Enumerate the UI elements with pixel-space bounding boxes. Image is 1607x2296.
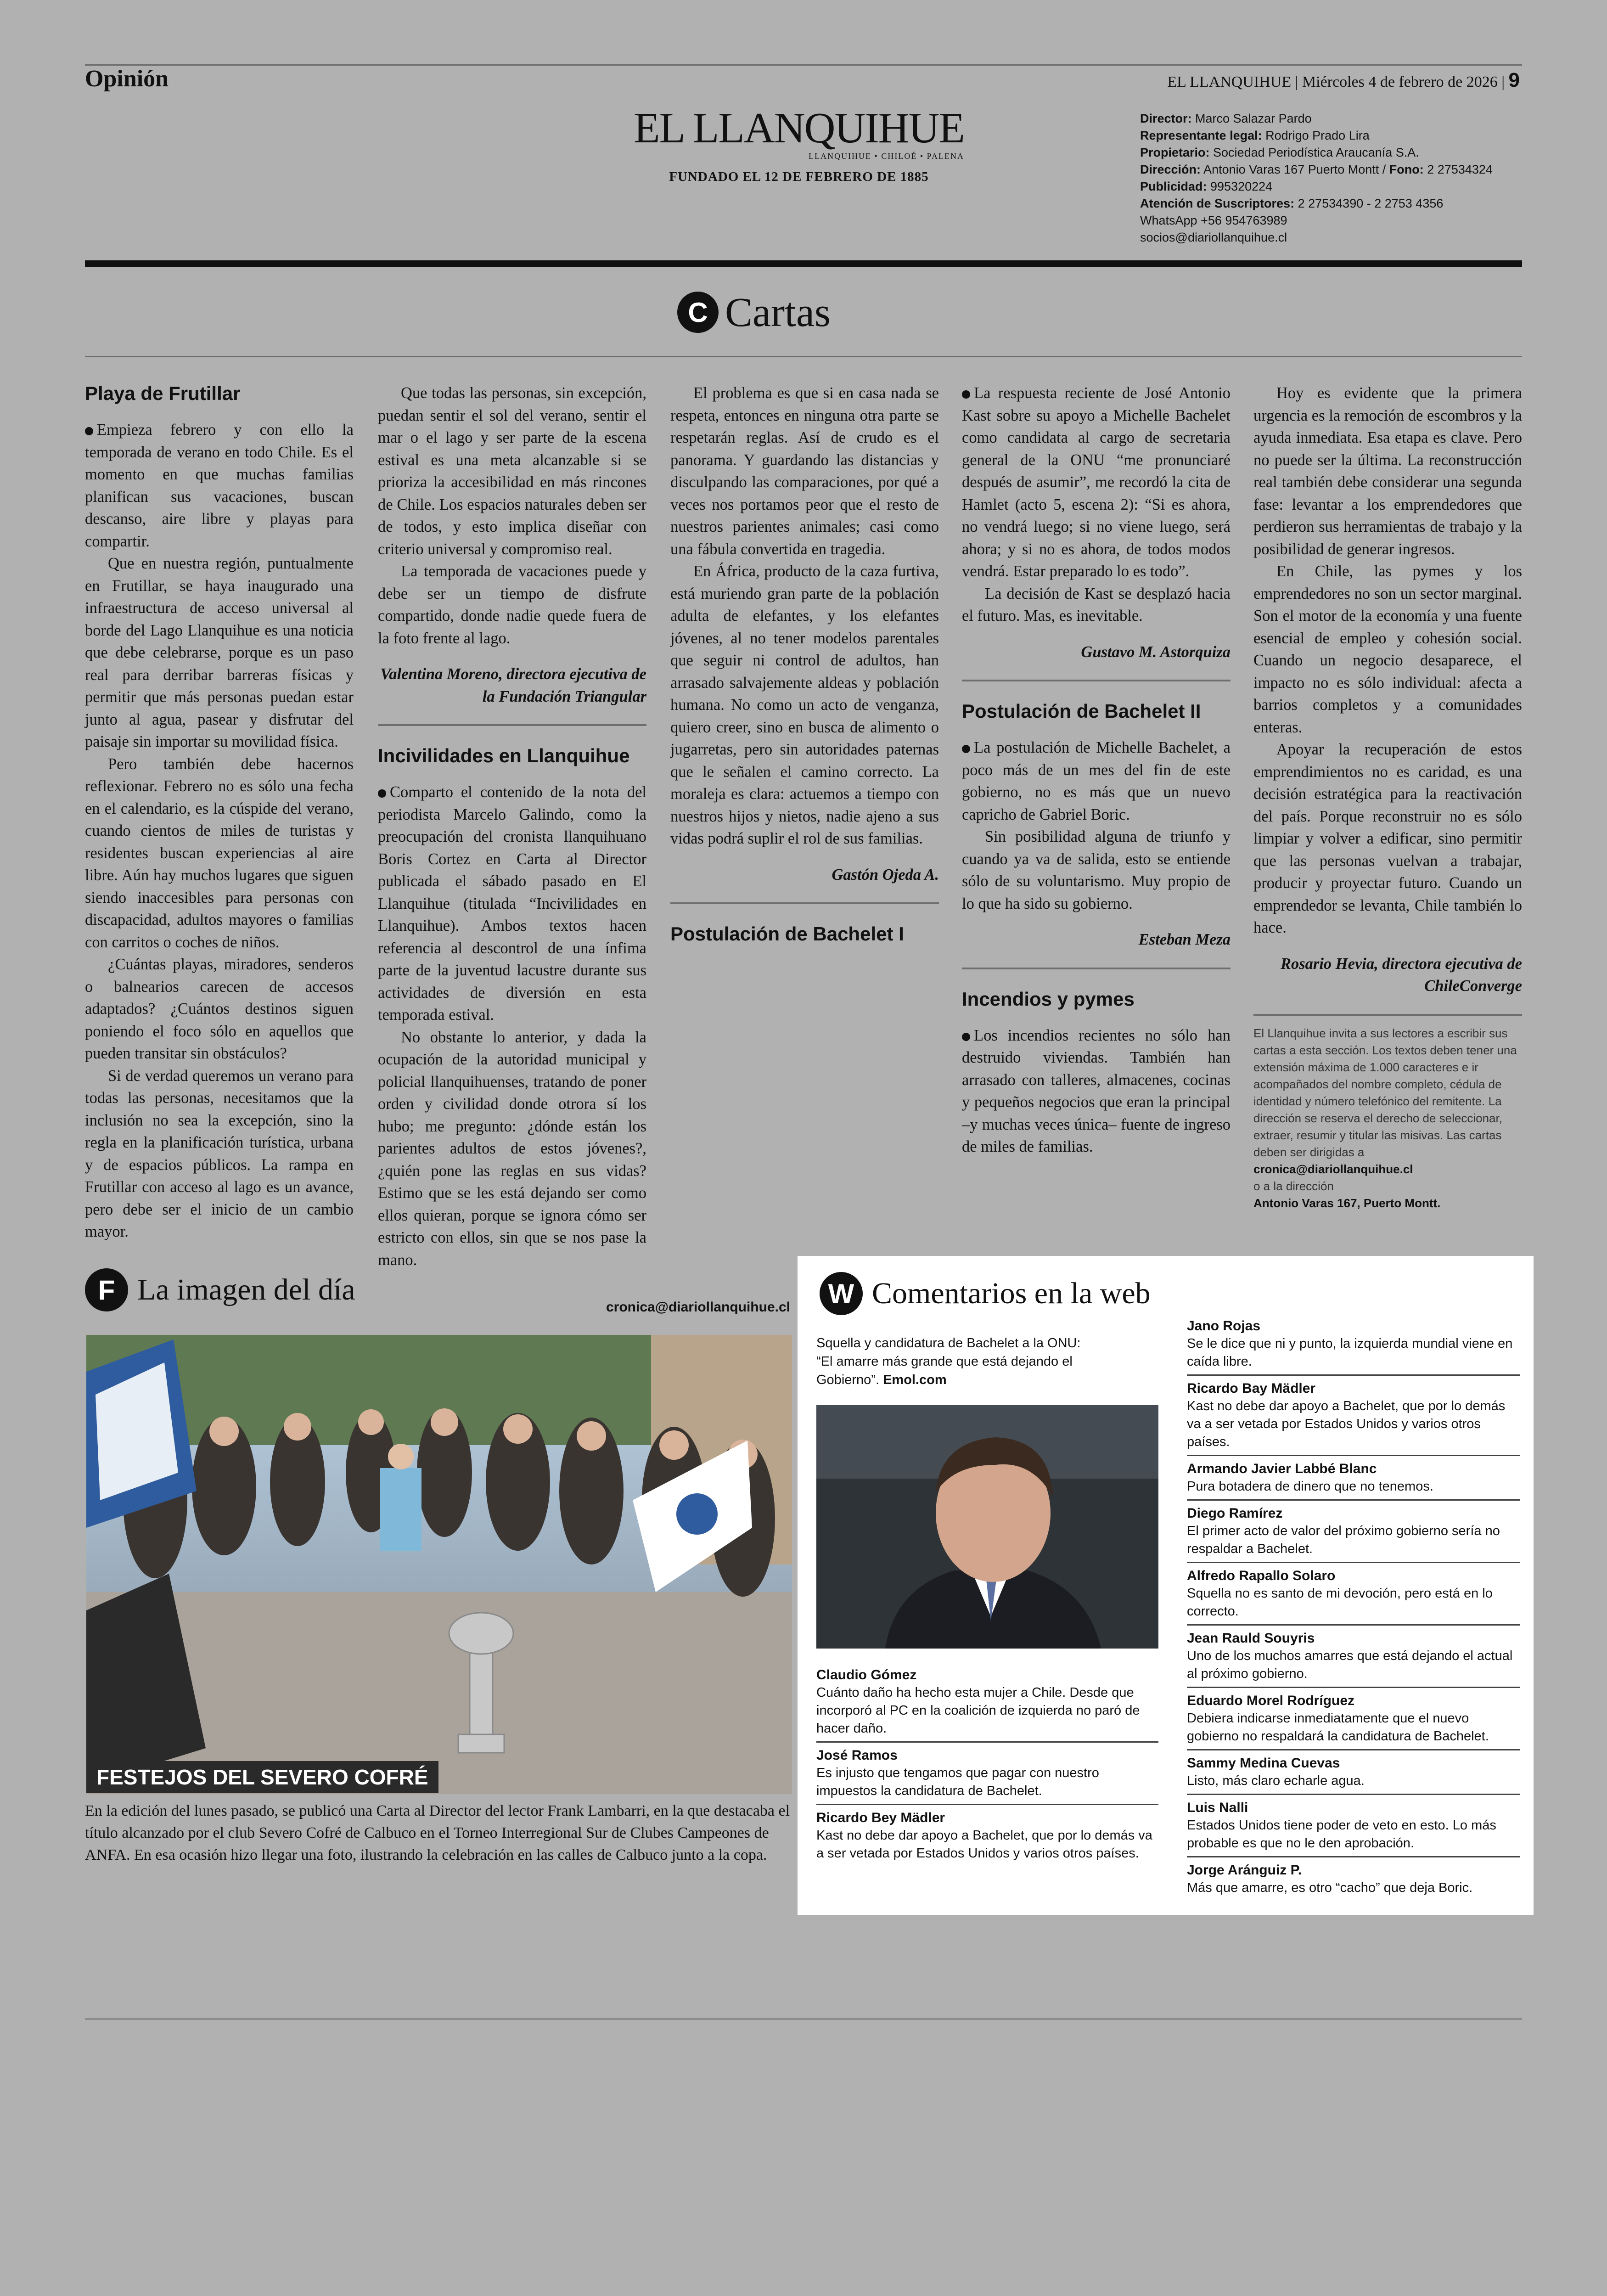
comment-text: Pura botadera de dinero que no tenemos. (1187, 1479, 1433, 1494)
comment-text: Kast no debe dar apoyo a Bachelet, que por lo demás va a ser vetada por Estados Unidos y varios otros países. (1187, 1399, 1506, 1449)
comment-author: Ricardo Bay Mädler (1187, 1381, 1316, 1396)
section-label: Opinión (85, 66, 169, 92)
web-intro: Squella y candidatura de Bachelet a la ONU: “El amarre más grande que está dejando el Gobierno”. Emol.com (816, 1336, 1081, 1387)
letter-separator (1253, 1014, 1522, 1016)
bottom-rule (85, 2018, 1522, 2020)
letter-title-bachelet-2: Postulación de Bachelet II (962, 700, 1201, 722)
image-description: En la edición del lunes pasado, se publicó una Carta al Director del lector Frank Lambarri, en la que destacaba el título alcanzado por el club Severo Cofré de Calbuco en el Torneo Interregional Sur de Clubes Campeones de ANFA. En esa ocasión hizo llegar una foto, ilustrando la celebración en las calles de Calbuco junto a la copa. (85, 1802, 790, 1863)
comment-separator (816, 1804, 1158, 1805)
staff-advertising: Publicidad: 995320224 (1140, 180, 1273, 193)
comment-author: Jorge Aránguiz P. (1187, 1863, 1302, 1878)
letter-paragraph: Que en nuestra región, puntualmente en Frutillar, se haya inaugurado una infraestructura de acceso universal al borde del Lago Llanquihue es una noticia que debe celebrarse, porque es un paso real para derribar barreras físicas y permitir que más personas puedan estar junto al agua, pasear y disfrutar del paisaje sin importar su movilidad física. (85, 555, 354, 750)
comment-separator (1187, 1499, 1520, 1501)
letter-paragraph: Hoy es evidente que la primera urgencia es la remoción de escombros y la ayuda inmediata. Esa etapa es clave. Pero no puede ser la última. La reconstrucción real también debe considerar una segunda fase: levantar a los emprendedores que perdieron sus herramientas de trabajo y la posibilidad de generar ingresos. (1253, 384, 1522, 558)
comment-author: Armando Javier Labbé Blanc (1187, 1461, 1377, 1476)
letter-paragraph: En África, producto de la caza furtiva, está muriendo gran parte de la población adulta de elefantes, y los elefantes jóvenes, al no tener modelos parentales que seguir ni control de adultos, han arrasado salvajemente aldeas y población humana. No como un acto de venganza, quiero creer, sino en busca de alimento o jugarretas, pero sin autoridades paternas que le señalen el camino correcto. La moraleja es clara: actuemos a tiempo con nuestros hijos y nietos, nadie ajeno a sus vidas podrá suplir el rol de sus familias. (670, 563, 939, 847)
letter-separator (962, 968, 1231, 969)
comment-text: Squella no es santo de mi devoción, pero está en lo correcto. (1187, 1586, 1493, 1619)
comment-separator (816, 1741, 1158, 1743)
letter-paragraph: ¿Cuántas playas, miradores, senderos o balnearios carecen de accesos adaptados? ¿Cuántos destinos siguen poniendo el foco sólo en aquellos que pueden transitar sin obstáculos? (85, 956, 354, 1062)
bullet-icon (962, 745, 970, 753)
cartas-rule (85, 356, 1522, 357)
issue-line (1167, 69, 1520, 92)
comment-item (816, 1666, 1158, 1738)
comment-item (1187, 1460, 1520, 1496)
comment-item (1187, 1799, 1520, 1852)
cartas-header (677, 287, 831, 338)
comment-item (1187, 1504, 1520, 1558)
portrait-photo (816, 1405, 1158, 1649)
comment-separator (1187, 1374, 1520, 1376)
column-5 (1253, 382, 1522, 1212)
comment-text: Más que amarre, es otro “cacho” que deja Boric. (1187, 1880, 1473, 1895)
web-section-icon: W (820, 1272, 863, 1315)
comment-item (1187, 1317, 1520, 1371)
comment-author: José Ramos (816, 1748, 898, 1763)
web-source[interactable]: Emol.com (883, 1373, 947, 1387)
masthead-subtitle: LLANQUIHUE • CHILOÉ • PALENA (809, 152, 964, 161)
comment-author: Eduardo Morel Rodríguez (1187, 1693, 1355, 1708)
founded-line: FUNDADO EL 12 DE FEBRERO DE 1885 (669, 169, 929, 184)
comment-separator (1187, 1562, 1520, 1563)
cartas-title: Cartas (725, 289, 831, 335)
comment-separator (1187, 1749, 1520, 1750)
letter-separator (962, 680, 1231, 681)
letter-paragraph: La postulación de Michelle Bachelet, a poco más de un mes del fin de este gobierno, no es más que un nuevo capricho de Gabriel Boric. (962, 739, 1231, 823)
comment-item (1187, 1567, 1520, 1621)
cartas-icon: C (677, 292, 719, 333)
letter-paragraph: Empieza febrero y con ello la temporada de verano en todo Chile. Es el momento en que muchas familias planifican sus vacaciones, buscan descanso, aire libre y playas para compartir. (85, 421, 354, 550)
web-comments-header (820, 1272, 1151, 1315)
letter-paragraph: El problema es que si en casa nada se respeta, entonces en ninguna otra parte se respetarán reglas. Así de crudo es el panorama. Y guardando las distancias y disculpando las comparaciones, por qué a veces nos portamos peor que el resto de nuestros parientes animales; casi como una fábula convertida en tragedia. (670, 384, 939, 558)
comment-item (1187, 1379, 1520, 1451)
comment-text: Uno de los muchos amarres que está dejando el actual al próximo gobierno. (1187, 1649, 1513, 1681)
staff-legal: Representante legal: Rodrigo Prado Lira (1140, 129, 1370, 142)
web-comments-left (816, 1666, 1158, 1863)
comment-item (1187, 1861, 1520, 1897)
bullet-icon (962, 1033, 970, 1041)
comment-text: Listo, más claro echarle agua. (1187, 1773, 1365, 1788)
letter-signature: Valentina Moreno, directora ejecutiva de la Fundación Triangular (380, 665, 646, 705)
letter-paragraph: En Chile, las pymes y los emprendedores no son un sector marginal. Son el motor de la economía y una fuente esencial de empleo y cohesión social. Cuando un negocio desaparece, el impacto no es sólo individual: afecta a barrios completos y a comunidades enteras. (1253, 563, 1522, 736)
staff-subscribers: Atención de Suscriptores: 2 27534390 - 2 2753 4356 (1140, 197, 1444, 210)
letter-title-frutillar: Playa de Frutillar (85, 383, 241, 404)
letter-paragraph: Si de verdad queremos un verano para todas las personas, necesitamos que la inclusión no sea la excepción, sino la regla en la planificación turística, urbana y de espacios públicos. La rampa en Frutillar con acceso al lago es un avance, pero debe ser el inicio de un cambio mayor. (85, 1067, 354, 1240)
comment-author: Ricardo Bey Mädler (816, 1810, 945, 1825)
letter-paragraph: No obstante lo anterior, y dada la ocupación de la autoridad municipal y policial llanquihuenses, tratando de poner orden y civilidad donde otrora sí los hubo; me pregunto: ¿dónde están los parientes adultos de estos jóvenes?, ¿quién pone las reglas en sus vidas? Estimo que se les está dejando ser como ellos quieran, porque se ignora cómo ser estricto con ellos, sin que se nos pase la mano. (378, 1028, 646, 1269)
comment-author: Jano Rojas (1187, 1318, 1261, 1334)
comment-separator (1187, 1856, 1520, 1857)
web-section-title: Comentarios en la web (872, 1277, 1151, 1310)
letters-notice: El Llanquihue invita a sus lectores a escribir sus cartas a esta sección. Los textos deben tener una extensión máxima de 1.000 caracteres e ir acompañados del nombre completo, cédula de identidad y número telefónico del remitente. La dirección se reserva el derecho de seleccionar, extraer, resumir y titular las misivas. Las cartas deben ser dirigidas a cronica@diariollanquihue.cl o a la dirección Antonio Varas 167, Puerto Montt. (1253, 1026, 1517, 1210)
letter-title-incendios: Incendios y pymes (962, 988, 1135, 1010)
staff-address: Dirección: Antonio Varas 167 Puerto Montt / Fono: 2 27534324 (1140, 163, 1493, 176)
column-4 (962, 382, 1231, 1158)
image-section-icon: F (85, 1268, 128, 1311)
letter-paragraph: Comparto el contenido de la nota del periodista Marcelo Galindo, como la preocupación del cronista llanquihuano Boris Cortez en Carta al Director publicada el sábado pasado en El Llanquihue (titulada “Incivilidades en Llanquihue). Ambos textos hacen referencia al descontrol de una ínfima parte de la juventud lacustre durante sus actividades de diversión en esta temporada estival. (378, 783, 646, 1024)
letter-paragraph: La temporada de vacaciones puede y debe ser un tiempo de disfrute compartido, donde nadie quede fuera de la foto frente al lago. (378, 563, 646, 647)
comment-separator (1187, 1624, 1520, 1626)
letter-signature: Esteban Meza (1138, 931, 1231, 948)
staff-whatsapp: WhatsApp +56 954763989 (1140, 214, 1287, 227)
comment-item (1187, 1754, 1520, 1790)
photo-caption: FESTEJOS DEL SEVERO COFRÉ (86, 1761, 438, 1793)
letter-paragraph: Sin posibilidad alguna de triunfo y cuando ya va de salida, esto se entiende sólo de su voluntarismo. Muy propio de lo que ha sido su gobierno. (962, 828, 1231, 912)
letter-separator (670, 902, 939, 904)
column-3 (670, 382, 939, 959)
comment-author: Alfredo Rapallo Solaro (1187, 1568, 1336, 1583)
letter-paragraph: La decisión de Kast se desplazó hacia el futuro. Mas, es inevitable. (962, 585, 1231, 625)
letter-signature: Rosario Hevia, directora ejecutiva de ChileConverge (1280, 955, 1522, 995)
column-1 (85, 382, 354, 1243)
comment-item (1187, 1692, 1520, 1745)
web-comments-right (1187, 1317, 1520, 1897)
comment-author: Claudio Gómez (816, 1667, 917, 1683)
letter-title-bachelet-1: Postulación de Bachelet I (670, 923, 904, 945)
masthead-title: EL LLANQUIHUE (634, 104, 964, 152)
staff-owner: Propietario: Sociedad Periodística Araucanía S.A. (1140, 146, 1419, 159)
letter-separator (378, 724, 646, 726)
letter-signature: Gastón Ojeda A. (832, 866, 939, 884)
comment-text: El primer acto de valor del próximo gobierno sería no respaldar a Bachelet. (1187, 1524, 1500, 1556)
image-section-email[interactable]: cronica@diariollanquihue.cl (606, 1300, 791, 1315)
comment-text: Debiera indicarse inmediatamente que el nuevo gobierno no respaldará la candidatura de Bachelet. (1187, 1711, 1489, 1744)
letter-paragraph: Los incendios recientes no sólo han destruido viviendas. También han arrasado con talleres, almacenes, cocinas y pequeños negocios que eran la principal –y muchas veces única– fuente de ingreso de miles de familias. (962, 1026, 1231, 1155)
staff-director: Director: Marco Salazar Pardo (1140, 112, 1312, 125)
comment-separator (1187, 1455, 1520, 1456)
masthead-divider (85, 260, 1522, 267)
image-section-title: La imagen del día (137, 1273, 355, 1306)
comment-author: Luis Nalli (1187, 1800, 1248, 1815)
letter-paragraph: Que todas las personas, sin excepción, puedan sentir el sol del verano, sentir el mar o el lago y ser parte de la escena estival es una meta alcanzable si se prioriza la accesibilidad en más rincones de Chile. Los espacios naturales deben ser de todos, y esto implica diseñar con criterio universal y compromiso real. (378, 384, 646, 558)
comment-text: Kast no debe dar apoyo a Bachelet, que por lo demás va a ser vetada por Estados Unidos y varios otros países. (816, 1828, 1152, 1861)
bullet-icon (85, 427, 93, 435)
comment-author: Jean Rauld Souyris (1187, 1631, 1315, 1646)
letter-signature: Gustavo M. Astorquiza (1081, 643, 1231, 661)
comment-item (1187, 1629, 1520, 1683)
staff-email: socios@diariollanquihue.cl (1140, 231, 1287, 244)
top-rule (85, 64, 1522, 66)
comment-text: Estados Unidos tiene poder de veto en esto. Lo más probable es que no le den aprobación. (1187, 1818, 1496, 1851)
comment-text: Es injusto que tengamos que pagar con nuestro impuestos la candidatura de Bachelet. (816, 1766, 1099, 1798)
staff-box (1140, 110, 1517, 246)
image-of-day-header (85, 1268, 355, 1311)
page-number: 9 (1508, 69, 1520, 91)
comment-item (816, 1746, 1158, 1800)
notice-email[interactable]: cronica@diariollanquihue.cl (1253, 1162, 1413, 1176)
comment-author: Diego Ramírez (1187, 1506, 1283, 1521)
bullet-icon (962, 390, 970, 399)
comment-item (816, 1809, 1158, 1863)
letter-paragraph: Apoyar la recuperación de estos emprendimientos no es caridad, es una decisión estratégica para la reactivación del país. Porque reconstruir no es sólo limpiar y volver a edificar, sino permitir que las personas vuelvan a trabajar, producir y proyectar futuro. Cuando un emprendedor se levanta, Chile también lo hace. (1253, 741, 1522, 936)
comment-separator (1187, 1794, 1520, 1795)
letter-paragraph: La respuesta reciente de José Antonio Kast sobre su apoyo a Michelle Bachelet como candidata al cargo de secretaria general de la ONU “me pronunciaré después de asumir”, me recordó la cita de Hamlet (acto 5, escena 2): “Si es ahora, no vendrá luego; si no viene luego, será ahora; y si no es ahora, de todos modos vendrá. Estar preparado lo es todo”. (962, 384, 1231, 580)
comment-author: Sammy Medina Cuevas (1187, 1756, 1340, 1771)
masthead (634, 104, 964, 185)
issue-date: EL LLANQUIHUE | Miércoles 4 de febrero de 2026 | (1167, 73, 1505, 90)
letter-title-incivilidades: Incivilidades en Llanquihue (378, 745, 630, 766)
comment-text: Se le dice que ni y punto, la izquierda mundial viene en caída libre. (1187, 1336, 1513, 1369)
letter-paragraph: Pero también debe hacernos reflexionar. Febrero no es sólo una fecha en el calendario, es la cúspide del verano, cuando cientos de miles de turistas y residentes buscan experiencias al aire libre. Aún hay muchos lugares que siguen siendo inaccesibles para personas con discapacidad, adultos mayores o familias con carritos o coches de niños. (85, 755, 354, 951)
comment-text: Cuánto daño ha hecho esta mujer a Chile. Desde que incorporó al PC en la coalición de izquierda no paró de hacer daño. (816, 1685, 1140, 1736)
bullet-icon (378, 789, 386, 798)
celebration-photo (86, 1335, 792, 1794)
comment-separator (1187, 1687, 1520, 1688)
column-2 (378, 382, 646, 1271)
